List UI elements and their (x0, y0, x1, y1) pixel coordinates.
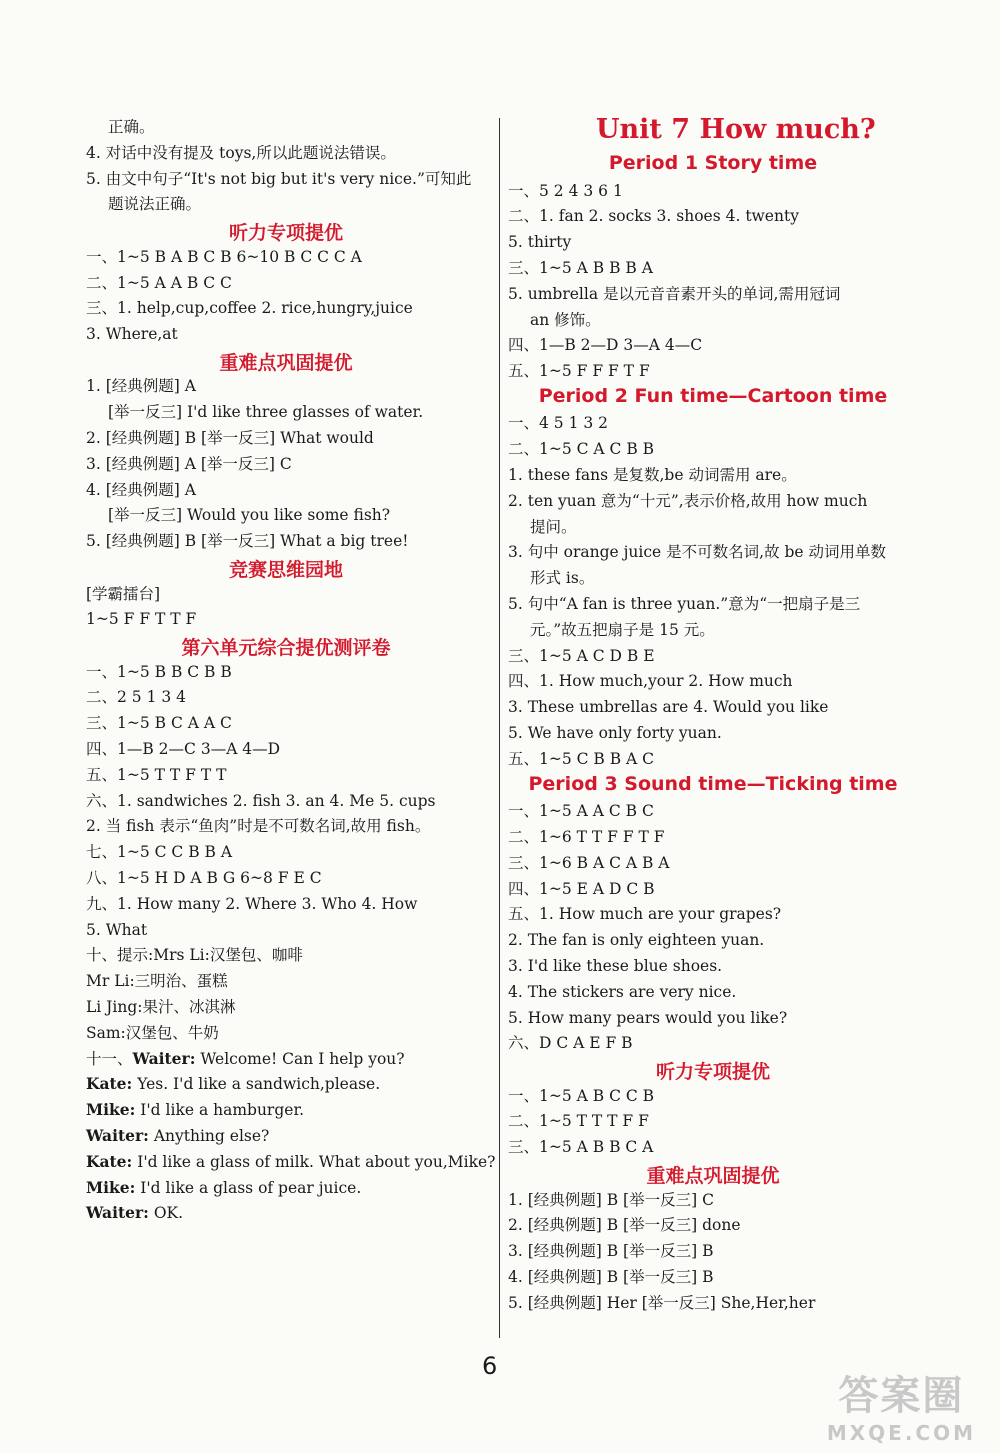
answer-line: 1~5 F F T T F (86, 610, 197, 629)
section-heading: 听力专项提优 (655, 1061, 770, 1084)
answer-line: 二、1~5 C A C B B (508, 440, 655, 459)
answer-line: 5. [经典例题] Her [举一反三] She,Her,her (508, 1293, 816, 1312)
section-heading: 重难点巩固提优 (646, 1165, 780, 1187)
answer-line: 九、1. How many 2. Where 3. Who 4. How (86, 894, 418, 913)
section-heading: Period 3 Sound time—Ticking time (528, 772, 898, 795)
answer-line (86, 1203, 183, 1223)
watermark-top: 答案圈 (838, 1373, 965, 1419)
answer-line: 五、1~5 F F F T F (508, 362, 650, 381)
speaker-name: Kate: (86, 1151, 133, 1171)
watermark-logo (827, 1364, 976, 1445)
answer-line: 三、1~6 B A C A B A (508, 853, 670, 872)
answer-line: 4. 对话中没有提及 toys,所以此题说法错误。 (86, 143, 396, 162)
speaker-line: I'd like a hamburger. (135, 1101, 305, 1120)
answer-line: 二、1~5 T T T F F (508, 1112, 649, 1131)
section-heading: Period 2 Fun time—Cartoon time (538, 384, 888, 407)
answer-line: 5. We have only forty yuan. (508, 724, 722, 742)
answer-line: Mr Li:三明治、蛋糕 (86, 972, 228, 991)
answer-line: 七、1~5 C C B B A (86, 843, 233, 862)
answer-line: 六、1. sandwiches 2. fish 3. an 4. Me 5. cups (86, 791, 436, 810)
section-heading: Period 1 Story time (608, 152, 818, 174)
answer-line: 题说法正确。 (108, 195, 202, 214)
answer-line: 一、1~5 A A C B C (508, 802, 654, 821)
answer-line (86, 1152, 495, 1172)
answer-line: 一、5 2 4 3 6 1 (508, 181, 623, 200)
answer-line: 三、1~5 A B B B A (508, 258, 653, 277)
answer-line: 四、1—B 2—D 3—A 4—C (508, 336, 703, 355)
answer-line: 六、D C A E F B (508, 1034, 633, 1053)
answer-line: 5. What (86, 920, 148, 939)
unit-title: Unit 7 How much? (596, 114, 876, 145)
answer-line: 5. 由文中句子“It's not big but it's very nice.”可知此 (86, 169, 472, 188)
speaker-name: Mike: (86, 1177, 136, 1197)
speaker-line: OK. (148, 1204, 184, 1223)
speaker-line: Yes. I'd like a sandwich,please. (132, 1075, 381, 1094)
speaker-name: Waiter: (86, 1203, 149, 1223)
answer-line: 4. [经典例题] B [举一反三] B (508, 1267, 714, 1286)
line-prefix: 十一、 (86, 1049, 133, 1068)
answer-line: 一、1~5 B A B C B 6~10 B C C C A (86, 247, 362, 266)
column-divider (499, 118, 500, 1338)
answer-line: 3. [经典例题] B [举一反三] B (508, 1242, 714, 1261)
answer-line: 2. 当 fish 表示“鱼肉”时是不可数名词,故用 fish。 (86, 817, 431, 836)
answer-line (86, 1126, 269, 1146)
speaker-name: Waiter: (132, 1048, 196, 1068)
answer-line: 二、1. fan 2. socks 3. shoes 4. twenty (508, 207, 799, 226)
answer-line: 十、提示:Mrs Li:汉堡包、咖啡 (86, 946, 303, 965)
answer-line: 3. Where,at (86, 325, 178, 344)
answer-line: 3. I'd like these blue shoes. (508, 956, 723, 975)
answer-line: Li Jing:果汁、冰淇淋 (86, 998, 236, 1016)
answer-line: 五、1. How much are your grapes? (508, 905, 782, 924)
answer-line: 三、1~5 B C A A C (86, 714, 232, 733)
page-number: 6 (482, 1352, 498, 1380)
section-heading: 重难点巩固提优 (219, 351, 353, 374)
answer-line: 元。”故五把扇子是 15 元。 (530, 620, 715, 639)
answer-line: 四、1. How much,your 2. How much (508, 672, 793, 691)
answer-line (86, 1074, 380, 1094)
answer-line: 三、1. help,cup,coffee 2. rice,hungry,juice (86, 299, 413, 318)
answer-line: 正确。 (108, 118, 155, 136)
speaker-name: Waiter: (86, 1126, 149, 1145)
answer-line: 五、1~5 C B B A C (508, 749, 655, 768)
answer-line: 5. thirty (508, 233, 572, 252)
speaker-line: I'd like a glass of pear juice. (135, 1178, 362, 1197)
answer-line (86, 1178, 361, 1198)
answer-line (86, 1049, 405, 1069)
answer-line: 5. [经典例题] B [举一反三] What a big tree! (86, 532, 409, 551)
answer-line: 1. these fans 是复数,be 动词需用 are。 (508, 466, 797, 484)
answer-line: [学霸擂台] (86, 584, 161, 603)
section-heading: 第六单元综合提优测评卷 (181, 637, 391, 660)
answer-line: 一、1~5 A B C C B (508, 1086, 655, 1105)
answer-line: 三、1~5 A B B C A (508, 1138, 654, 1157)
section-heading: 听力专项提优 (228, 222, 343, 245)
answer-line: 4. The stickers are very nice. (508, 982, 737, 1001)
speaker-name: Mike: (86, 1100, 136, 1120)
speaker-line: Anything else? (148, 1127, 270, 1145)
answer-line: 3. These umbrellas are 4. Would you like (508, 698, 829, 717)
answer-line: 1. [经典例题] B [举一反三] C (508, 1190, 714, 1209)
answer-line: 2. [经典例题] B [举一反三] What would (86, 429, 374, 447)
answer-line: 提问。 (530, 517, 577, 536)
answer-line: 2. The fan is only eighteen yuan. (508, 931, 765, 950)
answer-line: 5. 句中“A fan is three yuan.”意为“一把扇子是三 (508, 595, 861, 613)
answer-line: 二、2 5 1 3 4 (86, 688, 187, 707)
answer-line: 一、1~5 B B C B B (86, 662, 232, 681)
answer-line: 5. How many pears would you like? (508, 1008, 788, 1027)
answer-line (86, 1100, 304, 1120)
speaker-name: Kate: (86, 1074, 133, 1094)
answer-line: 3. 句中 orange juice 是不可数名词,故 be 动词用单数 (508, 543, 887, 562)
speaker-line: I'd like a glass of milk. What about you,Mike? (132, 1152, 496, 1171)
answer-line: 三、1~5 A C D B E (508, 646, 655, 665)
answer-line: an 修饰。 (530, 310, 601, 329)
answer-line: 四、1~5 E A D C B (508, 879, 655, 898)
answer-line: 一、4 5 1 3 2 (508, 414, 609, 433)
answer-line: 八、1~5 H D A B G 6~8 F E C (86, 869, 322, 887)
answer-line: 二、1~5 A A B C C (86, 273, 232, 292)
answer-line: 2. [经典例题] B [举一反三] done (508, 1216, 741, 1235)
answer-line: 4. [经典例题] A (86, 480, 196, 499)
section-heading: 竞赛思维园地 (228, 559, 343, 581)
answer-line: [举一反三] Would you like some fish? (108, 506, 391, 525)
answer-line: Sam:汉堡包、牛奶 (86, 1023, 219, 1042)
watermark-bottom: MXQE.COM (826, 1421, 976, 1445)
answer-line: 3. [经典例题] A [举一反三] C (86, 454, 292, 473)
answer-line: 四、1—B 2—C 3—A 4—D (86, 740, 281, 758)
answer-line: 形式 is。 (530, 569, 595, 588)
answer-line: 5. umbrella 是以元音音素开头的单词,需用冠词 (508, 284, 841, 303)
speaker-line: Welcome! Can I help you? (195, 1049, 405, 1068)
answer-line: 二、1~6 T T F F T F (508, 827, 665, 846)
answer-line: 五、1~5 T T F T T (86, 765, 227, 784)
answer-line: [举一反三] I'd like three glasses of water. (108, 403, 424, 422)
answer-line: 2. ten yuan 意为“十元”,表示价格,故用 how much (508, 491, 868, 510)
answer-line: 1. [经典例题] A (86, 377, 196, 396)
